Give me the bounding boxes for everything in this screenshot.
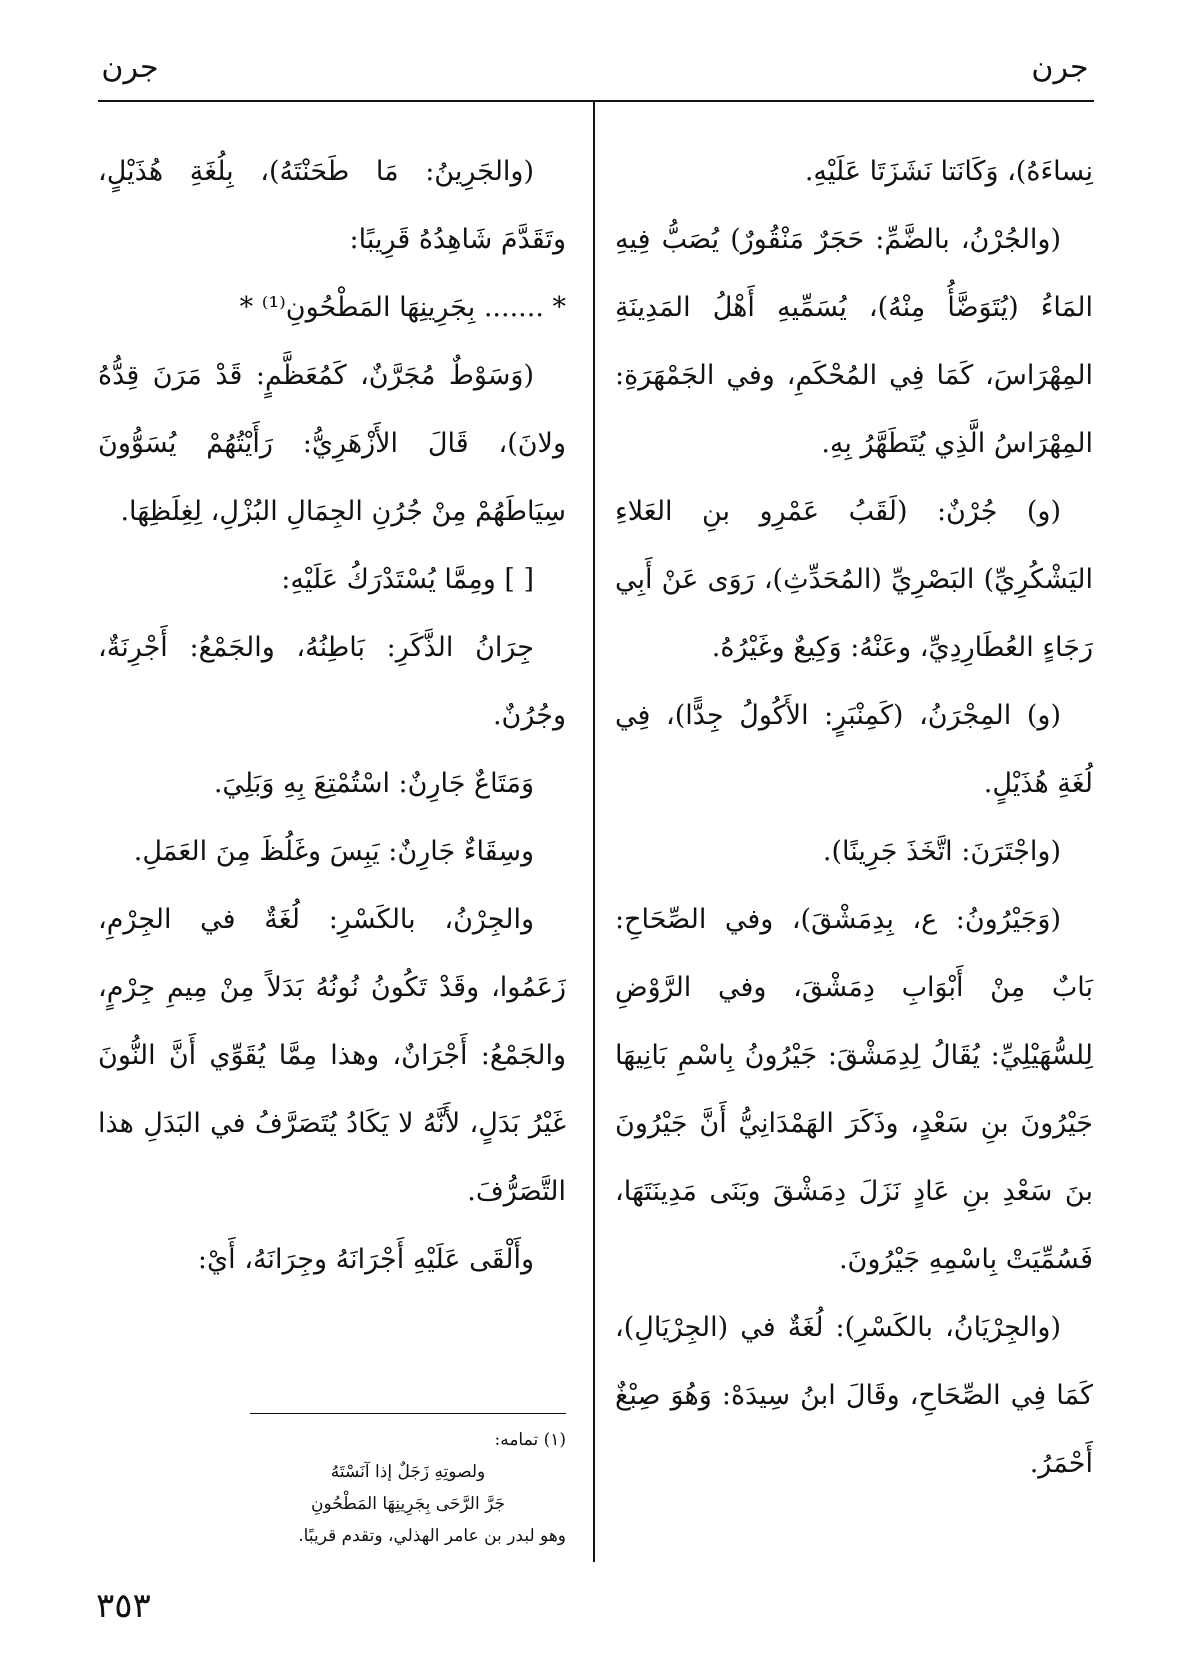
paragraph: (والجُرْنُ، بالضَّمِّ: حَجَرٌ مَنْقُورٌ) يُصَبُّ فِيهِ المَاءُ (يُتَوَضَّأُ مِنْهُ)، يُسَمِّيهِ أَهْلُ المَدِينَةِ المِهْرَاسَ، كَمَا فِي المُحْكَمِ، وفي الجَمْهَرَةِ: المِهْرَاسُ الَّذِي يُتَطَهَّرُ بِهِ. [615, 224, 1093, 459]
left-column [98, 138, 566, 1294]
right-column [615, 138, 1093, 1498]
paragraph: [ ] ومِمَّا يُسْتَدْرَكُ عَلَيْهِ: [281, 564, 534, 595]
paragraph: (وَجَيْرُونُ: ع، بِدِمَشْقَ)، وفي الصِّحَاحِ: بَابٌ مِنْ أَبْوَابِ دِمَشْقَ، وفي الرَّوْضِ لِلسُّهَيْلِيِّ: يُقَالُ لِدِمَشْقَ: جَيْرُونُ بِاسْمِ بَانِيهَا جَيْرُونَ بنِ سَعْدٍ، وذَكَرَ الهَمْدَانِيُّ أَنَّ جَيْرُونَ بنَ سَعْدِ بنِ عَادٍ نَزَلَ دِمَشْقَ وبَنَى مَدِينَتَهَا، فَسُمِّيَتْ بِاسْمِهِ جَيْرُونَ. [615, 904, 1093, 1275]
paragraph: وأَلْقَى عَلَيْهِ أَجْرَانَهُ وجِرَانَهُ، أَيْ: [197, 1244, 534, 1275]
verse-line: * ....... بِجَرِينِهَا المَطْحُونِ⁽¹⁾ * [239, 292, 566, 323]
running-header-left: جرن [101, 50, 159, 85]
header-rule [98, 100, 1094, 102]
running-header-right: جرن [1031, 50, 1089, 85]
paragraph: نِساءَهُ)، وَكَانَتا نَشَزَتَا عَلَيْهِ. [804, 156, 1093, 187]
paragraph: (وَسَوْطٌ مُجَرَّنٌ، كَمُعَظَّمٍ: قَدْ مَرَنَ قِدُّهُ ولانَ)، قَالَ الأَزْهَرِيُّ: رَأَيْتُهُمْ يُسَوُّونَ سِيَاطَهُمْ مِنْ جُرُنِ الجِمَالِ البُزْلِ، لِغِلَظِهَا. [98, 360, 566, 527]
footnote-note: وهو لبدر بن عامر الهذلي، وتقدم قريبًا. [298, 1526, 566, 1546]
footnote-verse: ولصوتِهِ زَجَلٌ إذا آنَسْتَهُ [330, 1462, 486, 1482]
paragraph: (و) المِجْرَنُ، (كَمِنْبَرٍ: الأَكُولُ جِدًّا)، فِي لُغَةِ هُذَيْلٍ. [615, 700, 1093, 799]
paragraph: (والجِرْيَانُ، بالكَسْرِ): لُغَةٌ في (الجِرْيَالِ)، كَمَا فِي الصِّحَاحِ، وقَالَ ابنُ سِيدَهْ: وَهُوَ صِبْغٌ أَحْمَرُ. [615, 1312, 1093, 1479]
paragraph: (واجْتَرَنَ: اتَّخَذَ جَرِينًا). [822, 836, 1061, 867]
footnote-label: (١) تمامه: [494, 1430, 566, 1450]
paragraph: وَمَتَاعٌ جَارِنٌ: اسْتُمْتِعَ بِهِ وَبَلِيَ. [213, 768, 534, 799]
page-number: ٣٥٣ [96, 1586, 151, 1626]
footnote-rule [250, 1413, 566, 1414]
footnotes [250, 1424, 566, 1552]
paragraph: (و) جُرْنٌ: (لَقَبُ عَمْرِو بنِ العَلاءِ اليَشْكُرِيِّ) البَصْرِيِّ (المُحَدِّثِ)، رَوَى عَنْ أَبِي رَجَاءٍ العُطَارِدِيِّ، وعَنْهُ: وَكِيعٌ وغَيْرُهُ. [615, 496, 1093, 663]
paragraph: (والجَرِينُ: مَا طَحَنْتَهُ)، بِلُغَةِ هُذَيْلٍ، وتَقَدَّمَ شَاهِدُهُ قَرِيبًا: [98, 156, 566, 255]
paragraph: والجِرْنُ، بالكَسْرِ: لُغَةٌ في الجِرْمِ، زَعَمُوا، وقَدْ تَكُونُ نُونُهُ بَدَلاً مِنْ مِيمِ جِرْمٍ، والجَمْعُ: أَجْرَانٌ، وهذا مِمَّا يُقَوِّي أَنَّ النُّونَ غَيْرُ بَدَلٍ، لأَنَّهُ لا يَكَادُ يُتَصَرَّفُ في البَدَلِ هذا التَّصَرُّفَ. [98, 904, 566, 1207]
paragraph: وسِقَاءٌ جَارِنٌ: يَبِسَ وغَلُظَ مِنَ العَمَلِ. [133, 836, 534, 867]
footnote-verse: جَرَّ الرَّحَى بِجَرِينِهَا المَطْحُونِ [311, 1494, 505, 1514]
paragraph: جِرَانُ الذَّكَرِ: بَاطِنُهُ، والجَمْعُ: أَجْرِنَةٌ، وجُرُنٌ. [98, 632, 566, 731]
column-divider [593, 102, 595, 1562]
